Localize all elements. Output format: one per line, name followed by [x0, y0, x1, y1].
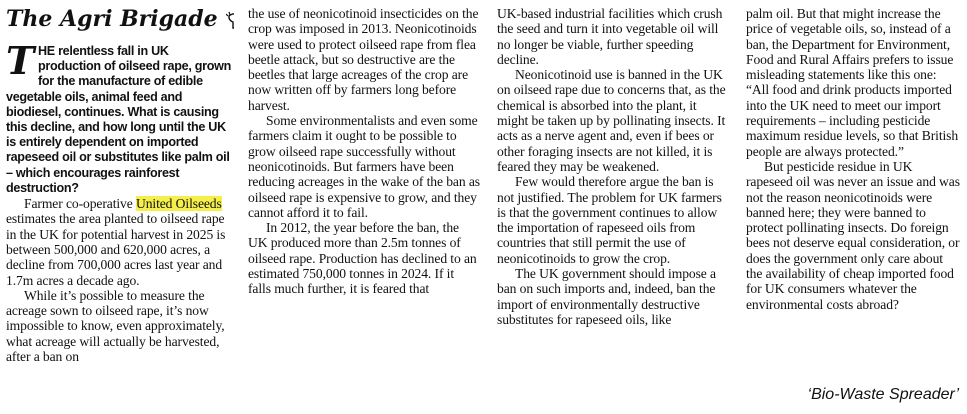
paragraph: While it’s possible to measure the acreage sown to oilseed rape, it’s now impossible to know, even approximately, what acreage will actually be harvested, after a ban on [6, 287, 225, 364]
paragraph: UK-based industrial facilities which crush the seed and turn it into vegetable oil will no longer be viable, further speeding decline. [497, 6, 723, 67]
paragraph: Few would therefore argue the ban is not justified. The problem for UK farmers is that the government continues to allow the importation of rapeseed oils from countries that still permit the use of neonicotinoids to grow the crop. [497, 174, 722, 266]
paragraph: Neonicotinoid use is banned in the UK on oilseed rape due to concerns that, as the chemical is absorbed into the plant, it might be taken up by pollinating insects. It acts as a nerve agent and, even if bees or other foraging insects are not killed, it is feared they may be weakened. [497, 67, 726, 174]
paragraph: Some environmentalists and even some farmers claim it ought to be possible to grow oilseed rape successfully without neonicotinoids. But farmers have been reducing acreages in the wake of the ban as oilseed rape is expensive to grow, and they cannot afford it to fail. [248, 113, 480, 220]
column-3 [497, 6, 729, 327]
column-1 [6, 0, 234, 364]
paragraph: Farmer co-operative United Oilseeds estimates the area planted to oilseed rape in the UK for potential harvest in 2025 is between 500,000 and 620,000 acres, a decline from 700,000 acres last year and 1.7m acres a decade ago. [6, 196, 226, 288]
paragraph: The UK government should impose a ban on such imports and, indeed, ban the import of environmentally destructive substitutes for rapeseed oils, like [497, 266, 716, 327]
column-4 [746, 6, 961, 312]
paragraph: But pesticide residue in UK rapeseed oil was never an issue and was not the reason neonicotinoids were banned here; they were banned to protect pollinating insects. Do foreign bees not deserve equal consideration, or does the government only care about the availability of cheap imported food for UK consumers whatever the environmental costs abroad? [746, 158, 960, 312]
cow-icon [226, 9, 234, 31]
author-signature: ‘Bio-Waste Spreader’ [807, 386, 959, 403]
lead-text: HE relentless fall in UK production of oilseed rape, grown for the manufacture of edible vegetable oils, animal feed and biodiesel, continues. What is causing this decline, and how long until the UK is entirely dependent on imported rapeseed oil or substitutes like palm oil – which encourages rainforest destruction? [6, 44, 231, 195]
lead-paragraph [6, 38, 234, 196]
paragraph: the use of neonicotinoid insecticides on the crop was imposed in 2013. Neonicotinoids were used to protect oilseed rape from flea beetle attack, but so destructive are the beetles that large acreages of the crop are now written off by farmers long before harvest. [248, 6, 479, 113]
highlighted-text: United Oilseeds [135, 196, 222, 212]
drop-cap: T [6, 38, 34, 83]
masthead-animals [226, 9, 234, 31]
paragraph: palm oil. But that might increase the price of vegetable oils, so, instead of a ban, the Department for Environment, Food and Rural Affairs prefers to issue misleading statements like this one: “All food and drink products imported into the UK need to meet our import requirements – including pesticide maximum residue levels, so that British people are always protected.” [746, 6, 959, 159]
paragraph: In 2012, the year before the ban, the UK produced more than 2.5m tonnes of oilseed rape. Production has declined to an estimated 750,000 tonnes in 2024. If it falls much further, it is feared that [248, 220, 477, 297]
column-2 [248, 6, 480, 297]
masthead-title: The Agri Brigade [6, 6, 218, 33]
masthead [6, 0, 234, 40]
